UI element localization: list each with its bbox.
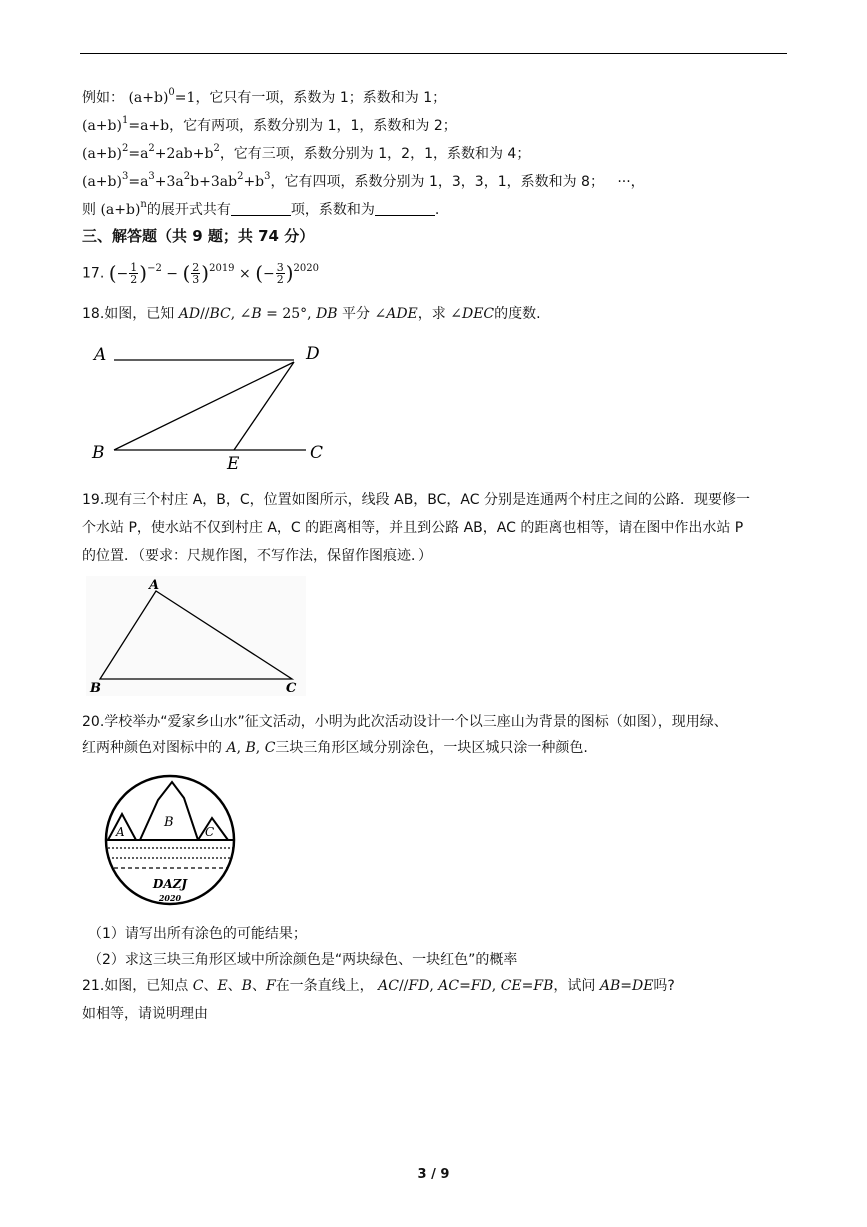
- example-row-3: $(a+b)^3=a^3+3a^2b+3ab^2+b^3$，它有四项，系数分别为 1，3，3，1，系数和为 8； ···，: [82, 171, 645, 190]
- q18-label-A: A: [94, 345, 107, 365]
- q20-logo-text: DAZJ: [152, 877, 188, 891]
- q19-label-C: C: [286, 681, 297, 696]
- section-title: 三、解答题（共 9 题；共 74 分）: [82, 227, 315, 245]
- q18-label-E: E: [227, 454, 240, 474]
- q18-label-B: B: [92, 443, 105, 463]
- answer-blank-sum[interactable]: [375, 201, 435, 216]
- q20-logo-figure: [100, 772, 240, 910]
- q18-label-D: D: [306, 344, 320, 364]
- example-question: 则 $(a+b)^n$的展开式共有 项，系数和为 .: [82, 199, 440, 218]
- answer-blank-terms[interactable]: [231, 201, 291, 216]
- question-21-line-2: 如相等，请说明理由: [82, 1006, 208, 1022]
- q20-label-A: A: [116, 825, 125, 839]
- example-row-2: $(a+b)^2=a^2+2ab+b^2$，它有三项，系数分别为 1，2，1，系数和为 4；: [82, 143, 531, 162]
- question-20-sub-2: （2）求这三块三角形区域中所涂颜色是“两块绿色、一块红色”的概率: [88, 952, 518, 968]
- question-20-line-1: 20.学校举办“爱家乡山水”征文活动，小明为此次活动设计一个以三座山为背景的图标（如图），现用绿、: [82, 714, 728, 730]
- q19-figure: [86, 576, 306, 696]
- question-19-line-1: 19.现有三个村庄 A，B，C，位置如图所示，线段 AB，BC，AC 分别是连通两个村庄之间的公路．现要修一: [82, 492, 750, 508]
- q20-label-B: B: [164, 815, 174, 830]
- q19-label-B: B: [90, 681, 101, 696]
- question-18: 18.如图，已知 AD//BC, ∠B = 25°, DB 平分 ∠ADE，求 ∠DEC的度数.: [82, 306, 541, 322]
- question-19-line-3: 的位置．（要求：尺规作图，不写作法，保留作图痕迹．）: [82, 548, 432, 564]
- q18-figure: [88, 340, 338, 475]
- question-20-sub-1: （1）请写出所有涂色的可能结果；: [88, 926, 307, 942]
- header-rule: [80, 53, 787, 54]
- page-number: 3 / 9: [417, 1167, 450, 1182]
- q20-logo-year: 2020: [158, 893, 182, 903]
- example-row-1: $(a+b)^1=a+b$，它有两项，系数分别为 1，1，系数和为 2；: [82, 115, 457, 134]
- question-21-line-1: 21.如图，已知点 C、E、B、F在一条直线上， AC//FD, AC=FD, CE=FB，试问 AB=DE吗?: [82, 978, 675, 994]
- question-20-line-2: 红两种颜色对图标中的 A, B, C三块三角形区域分别涂色，一块区城只涂一种颜色.: [82, 740, 588, 756]
- q20-label-C: C: [205, 825, 215, 839]
- question-19-line-2: 个水站 P，使水站不仅到村庄 A，C 的距离相等，并且到公路 AB，AC 的距离也相等，请在图中作出水站 P: [82, 520, 744, 536]
- question-17: 17. (− $\frac{1}{2}$ )$^{-2}$ − ( $\frac{2}{3}$ )$^{2019}$ × (− $\frac{3}{2}$ )$^{2020}$: [82, 260, 319, 286]
- q18-label-C: C: [310, 443, 324, 463]
- example-row-0: 例如： $(a+b)^0=1$，它只有一项，系数为 1；系数和为 1；: [82, 87, 447, 106]
- q19-label-A: A: [149, 578, 160, 593]
